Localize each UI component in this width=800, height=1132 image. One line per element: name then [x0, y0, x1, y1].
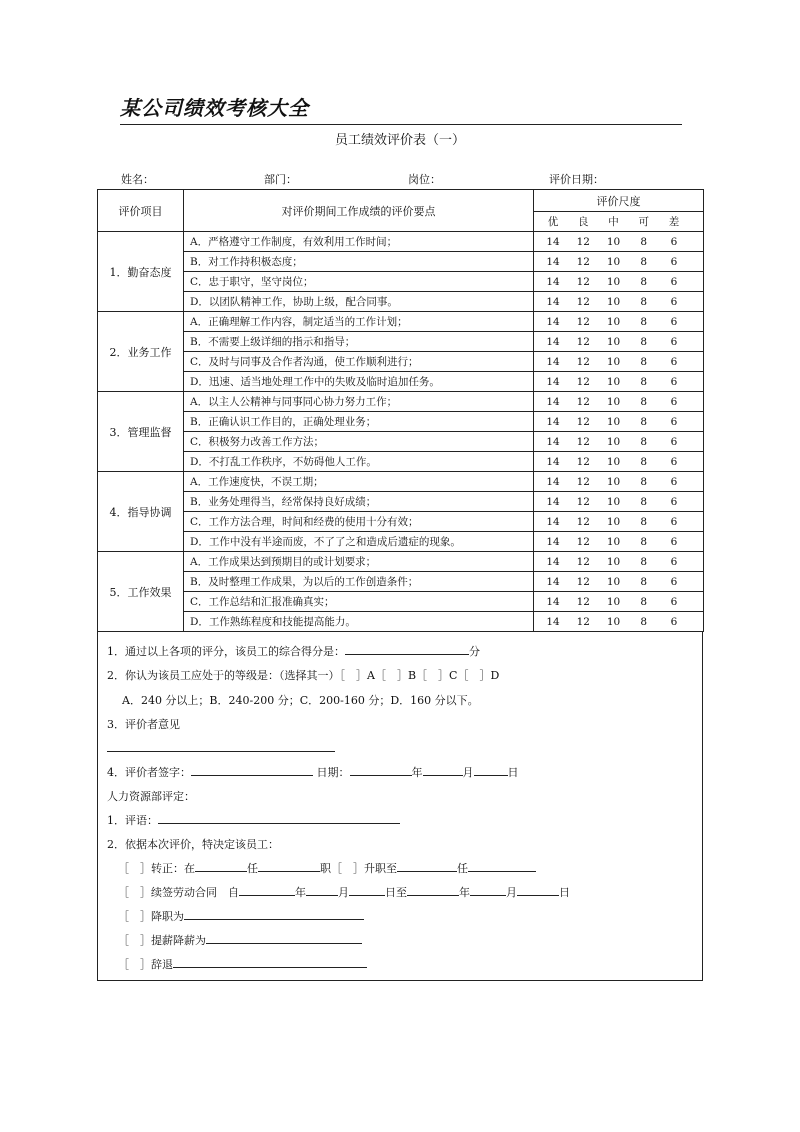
label-eval-date: 评价日期：: [549, 173, 604, 186]
criterion-text: C．工作方法合理，时间和经费的使用十分有效；: [184, 512, 534, 532]
score-value[interactable]: 12: [576, 375, 590, 388]
renew-year-2[interactable]: [407, 884, 459, 896]
score-value[interactable]: 12: [576, 355, 590, 368]
score-value[interactable]: 8: [640, 315, 648, 328]
table-row: [98, 492, 704, 512]
score-value[interactable]: 12: [576, 535, 590, 548]
renew-year-1[interactable]: [239, 884, 295, 896]
score-value[interactable]: 8: [640, 575, 648, 588]
hr-comment-line: [107, 812, 400, 828]
table-row: [98, 612, 704, 632]
score-value[interactable]: 12: [576, 395, 590, 408]
score-value[interactable]: 6: [670, 475, 678, 488]
score-value[interactable]: 12: [576, 455, 590, 468]
salary-text: ［ ］提薪降薪为: [118, 934, 206, 947]
score-value[interactable]: 6: [670, 335, 678, 348]
score-value[interactable]: 14: [546, 515, 560, 528]
document-header: [120, 96, 682, 125]
score-value[interactable]: 14: [546, 275, 560, 288]
renew-year-label-2: 年: [459, 886, 470, 899]
score-value[interactable]: 10: [606, 315, 621, 328]
criterion-text: D．不打乱工作秩序，不妨碍他人工作。: [184, 452, 534, 472]
score-value[interactable]: 10: [606, 295, 621, 308]
total-score-label: 1．通过以上各项的评分，该员工的综合得分是：: [107, 645, 345, 658]
score-options[interactable]: [534, 412, 704, 432]
score-value[interactable]: 6: [670, 395, 678, 408]
criterion-text: A．工作成果达到预期目的或计划要求；: [184, 552, 534, 572]
table-row: [98, 412, 704, 432]
score-value[interactable]: 10: [606, 475, 621, 488]
scale-labels: [534, 212, 704, 232]
score-value[interactable]: 10: [606, 615, 621, 628]
score-value[interactable]: 10: [606, 575, 621, 588]
criterion-text: B．及时整理工作成果，为以后的工作创造条件；: [184, 572, 534, 592]
criterion-group-label: 2．业务工作: [98, 312, 184, 392]
score-options[interactable]: [534, 392, 704, 412]
header-item: 评价项目: [98, 190, 184, 232]
score-value[interactable]: 6: [670, 275, 678, 288]
option-salary[interactable]: [118, 932, 362, 948]
scale-label: 中: [608, 216, 619, 228]
score-value[interactable]: 14: [546, 315, 560, 328]
demote-field[interactable]: [184, 908, 364, 920]
label-position: 岗位：: [408, 173, 441, 186]
score-value[interactable]: 14: [546, 255, 560, 268]
score-value[interactable]: 6: [670, 615, 678, 628]
table-row: [98, 472, 704, 492]
label-name: 姓名：: [121, 173, 154, 186]
score-value[interactable]: 12: [576, 335, 590, 348]
score-value[interactable]: 10: [606, 255, 621, 268]
promote-text-a: ［ ］转正：在: [118, 862, 195, 875]
criterion-text: B．对工作持积极态度；: [184, 252, 534, 272]
score-options[interactable]: [534, 232, 704, 252]
scale-label: 差: [668, 216, 680, 228]
criterion-group-label: 1．勤奋态度: [98, 232, 184, 312]
score-value[interactable]: 12: [576, 595, 590, 608]
renew-year-label-1: 年: [295, 886, 306, 899]
score-value[interactable]: 8: [640, 495, 648, 508]
score-options[interactable]: [534, 612, 704, 632]
table-row: [98, 532, 704, 552]
score-options[interactable]: [534, 432, 704, 452]
score-value[interactable]: 6: [670, 415, 678, 428]
score-options[interactable]: [534, 552, 704, 572]
criterion-group-label: 3．管理监督: [98, 392, 184, 472]
scale-label: 可: [638, 216, 649, 228]
score-options[interactable]: [534, 472, 704, 492]
score-value[interactable]: 6: [670, 515, 678, 528]
score-value[interactable]: 8: [640, 515, 648, 528]
table-row: [98, 352, 704, 372]
score-value[interactable]: 8: [640, 595, 648, 608]
score-options[interactable]: [534, 532, 704, 552]
score-value[interactable]: 6: [670, 315, 678, 328]
criterion-text: D．迅速、适当地处理工作中的失败及临时追加任务。: [184, 372, 534, 392]
criterion-text: D．工作熟练程度和技能提高能力。: [184, 612, 534, 632]
score-value[interactable]: 10: [606, 375, 621, 388]
criterion-text: A．以主人公精神与同事同心协力努力工作；: [184, 392, 534, 412]
score-value[interactable]: 10: [606, 435, 621, 448]
score-value[interactable]: 10: [606, 335, 621, 348]
criterion-text: C．积极努力改善工作方法；: [184, 432, 534, 452]
score-options[interactable]: [534, 512, 704, 532]
score-value[interactable]: 8: [640, 255, 648, 268]
day-label: 日: [507, 766, 519, 779]
score-value[interactable]: 8: [640, 395, 648, 408]
score-value[interactable]: 14: [546, 555, 560, 568]
score-value[interactable]: 14: [546, 455, 560, 468]
score-options[interactable]: [534, 572, 704, 592]
signature-label: 4．评价者签字：: [107, 766, 191, 779]
year-field[interactable]: [350, 764, 412, 776]
promote-field-4[interactable]: [468, 860, 536, 872]
score-value[interactable]: 14: [546, 615, 560, 628]
score-value[interactable]: 12: [576, 495, 590, 508]
hr-comment-field[interactable]: [158, 812, 400, 824]
score-value[interactable]: 6: [670, 435, 678, 448]
criterion-text: A．正确理解工作内容，制定适当的工作计划；: [184, 312, 534, 332]
score-value[interactable]: 14: [546, 475, 560, 488]
score-value[interactable]: 10: [606, 515, 621, 528]
score-value[interactable]: 12: [576, 615, 590, 628]
demote-text: ［ ］降职为: [118, 910, 184, 923]
criterion-text: A．工作速度快，不误工期；: [184, 472, 534, 492]
total-score-field[interactable]: [345, 643, 469, 655]
score-options[interactable]: [534, 452, 704, 472]
score-value[interactable]: 10: [606, 415, 621, 428]
renew-day-label-2: 日: [559, 886, 570, 899]
score-value[interactable]: 8: [640, 235, 648, 248]
table-row: [98, 292, 704, 312]
hr-comment-label: 1．评语：: [107, 814, 158, 827]
scale-label: 良: [578, 216, 589, 228]
score-value[interactable]: 14: [546, 535, 560, 548]
grade-note: A．240 分以上；B．240-200 分；C．200-160 分；D．160 分以下。: [122, 694, 479, 707]
month-field[interactable]: [423, 764, 463, 776]
score-value[interactable]: 8: [640, 475, 648, 488]
renew-text-a: ［ ］续签劳动合同 自: [118, 886, 239, 899]
evaluator-opinion-field[interactable]: [107, 740, 335, 755]
header-scale: 评价尺度: [534, 190, 704, 212]
criterion-text: B．不需要上级详细的指示和指导；: [184, 332, 534, 352]
hr-label: 人力资源部评定：: [107, 790, 195, 803]
score-value[interactable]: 14: [546, 415, 560, 428]
score-value[interactable]: 10: [606, 355, 621, 368]
score-value[interactable]: 12: [576, 475, 590, 488]
criterion-text: D．工作中没有半途而废，不了了之和造成后遗症的现象。: [184, 532, 534, 552]
table-row: [98, 592, 704, 612]
score-options[interactable]: [534, 592, 704, 612]
promote-text-c: 职［ ］升职至: [320, 862, 397, 875]
score-value[interactable]: 6: [670, 555, 678, 568]
score-value[interactable]: 12: [576, 275, 590, 288]
hr-decision-label: 2．依据本次评价，特决定该员工：: [107, 838, 279, 851]
score-value[interactable]: 12: [576, 235, 590, 248]
criterion-text: C．忠于职守，坚守岗位；: [184, 272, 534, 292]
renew-month-label-2: 月: [506, 886, 517, 899]
score-options[interactable]: [534, 352, 704, 372]
criterion-text: A．严格遵守工作制度，有效利用工作时间；: [184, 232, 534, 252]
dismiss-text: ［ ］辞退: [118, 958, 173, 971]
renew-day-2[interactable]: [517, 884, 559, 896]
label-dept: 部门：: [264, 173, 297, 186]
score-value[interactable]: 8: [640, 335, 648, 348]
total-score-line: [107, 643, 480, 659]
score-options[interactable]: [534, 492, 704, 512]
header-criteria: 对评价期间工作成绩的评价要点: [184, 190, 534, 232]
table-row: [98, 512, 704, 532]
score-value[interactable]: 12: [576, 255, 590, 268]
table-row: [98, 452, 704, 472]
scale-label: 优: [547, 216, 559, 228]
score-value[interactable]: 14: [546, 295, 560, 308]
score-value[interactable]: 6: [670, 235, 678, 248]
score-options[interactable]: [534, 272, 704, 292]
score-options[interactable]: [534, 312, 704, 332]
form-title: 员工绩效评价表（一）: [334, 133, 465, 148]
table-row: [98, 572, 704, 592]
score-value[interactable]: 6: [670, 575, 678, 588]
score-value[interactable]: 6: [670, 455, 678, 468]
evaluation-summary: [97, 631, 703, 981]
grade-choice[interactable]: 2．你认为该员工应处于的等级是：（选择其一）［ ］A［ ］B［ ］C［ ］D: [107, 669, 500, 682]
score-value[interactable]: 14: [546, 395, 560, 408]
table-row: [98, 552, 704, 572]
year-label: 年: [411, 766, 423, 779]
score-value[interactable]: 10: [606, 275, 621, 288]
table-row: [98, 392, 704, 412]
score-value[interactable]: 12: [576, 435, 590, 448]
evaluator-opinion-label: 3．评价者意见: [107, 718, 180, 731]
dismiss-field[interactable]: [173, 956, 367, 968]
criterion-group-label: 4．指导协调: [98, 472, 184, 552]
date-label: 日期：: [316, 766, 350, 779]
score-value[interactable]: 6: [670, 495, 678, 508]
score-unit: 分: [469, 645, 480, 658]
score-value[interactable]: 14: [546, 595, 560, 608]
score-value[interactable]: 14: [546, 335, 560, 348]
evaluator-signature-line: [107, 764, 519, 780]
score-value[interactable]: 10: [606, 595, 621, 608]
score-value[interactable]: 8: [640, 355, 648, 368]
score-value[interactable]: 14: [546, 495, 560, 508]
score-value[interactable]: 8: [640, 275, 648, 288]
company-title: 某公司绩效考核大全: [120, 96, 309, 120]
renew-day-1[interactable]: [349, 884, 385, 896]
score-value[interactable]: 14: [546, 375, 560, 388]
score-value[interactable]: 10: [606, 395, 621, 408]
criterion-group-label: 5．工作效果: [98, 552, 184, 632]
option-demote[interactable]: [118, 908, 364, 924]
score-value[interactable]: 6: [670, 255, 678, 268]
table-row: [98, 272, 704, 292]
criterion-text: B．正确认识工作目的，正确处理业务；: [184, 412, 534, 432]
table-row: [98, 372, 704, 392]
table-row: [98, 432, 704, 452]
score-value[interactable]: 6: [670, 295, 678, 308]
score-value[interactable]: 8: [640, 415, 648, 428]
renew-month-2[interactable]: [470, 884, 506, 896]
score-value[interactable]: 10: [606, 535, 621, 548]
criterion-text: C．工作总结和汇报准确真实；: [184, 592, 534, 612]
score-value[interactable]: 10: [606, 495, 621, 508]
score-value[interactable]: 10: [606, 555, 621, 568]
score-value[interactable]: 14: [546, 235, 560, 248]
option-dismiss[interactable]: [118, 956, 367, 972]
score-value[interactable]: 8: [640, 555, 648, 568]
score-value[interactable]: 8: [640, 455, 648, 468]
score-value[interactable]: 12: [576, 555, 590, 568]
score-value[interactable]: 14: [546, 355, 560, 368]
table-row: [98, 232, 704, 252]
score-value[interactable]: 10: [606, 455, 621, 468]
promote-field-3[interactable]: [397, 860, 457, 872]
table-row: [98, 252, 704, 272]
score-value[interactable]: 6: [670, 535, 678, 548]
score-options[interactable]: [534, 332, 704, 352]
renew-month-1[interactable]: [306, 884, 338, 896]
score-value[interactable]: 8: [640, 615, 648, 628]
renew-month-label-1: 月: [338, 886, 349, 899]
criterion-text: D．以团队精神工作，协助上级，配合同事。: [184, 292, 534, 312]
score-value[interactable]: 8: [640, 435, 648, 448]
score-value[interactable]: 12: [576, 515, 590, 528]
promote-text-b: 任: [247, 862, 258, 875]
score-value[interactable]: 6: [670, 375, 678, 388]
score-options[interactable]: [534, 252, 704, 272]
table-row: [98, 312, 704, 332]
table-row: [98, 332, 704, 352]
score-options[interactable]: [534, 292, 704, 312]
score-value[interactable]: 12: [576, 575, 590, 588]
signature-field[interactable]: [191, 764, 313, 776]
promote-field-2[interactable]: [258, 860, 320, 872]
score-value[interactable]: 12: [576, 415, 590, 428]
score-value[interactable]: 14: [546, 575, 560, 588]
option-renew-contract[interactable]: [118, 884, 570, 900]
score-options[interactable]: [534, 372, 704, 392]
renew-text-b: 日至: [385, 886, 407, 899]
salary-field[interactable]: [206, 932, 362, 944]
promote-field-1[interactable]: [195, 860, 247, 872]
score-value[interactable]: 8: [640, 375, 648, 388]
score-value[interactable]: 12: [576, 295, 590, 308]
promote-text-d: 任: [457, 862, 468, 875]
score-value[interactable]: 6: [670, 355, 678, 368]
criterion-text: C．及时与同事及合作者沟通，使工作顺利进行；: [184, 352, 534, 372]
score-value[interactable]: 8: [640, 295, 648, 308]
score-value[interactable]: 6: [670, 595, 678, 608]
score-value[interactable]: 12: [576, 315, 590, 328]
day-field[interactable]: [474, 764, 508, 776]
score-value[interactable]: 14: [546, 435, 560, 448]
month-label: 月: [462, 766, 474, 779]
score-value[interactable]: 10: [606, 235, 621, 248]
evaluation-table: [97, 189, 704, 632]
score-value[interactable]: 8: [640, 535, 648, 548]
criterion-text: B．业务处理得当，经常保持良好成绩；: [184, 492, 534, 512]
option-promote[interactable]: [118, 860, 536, 876]
